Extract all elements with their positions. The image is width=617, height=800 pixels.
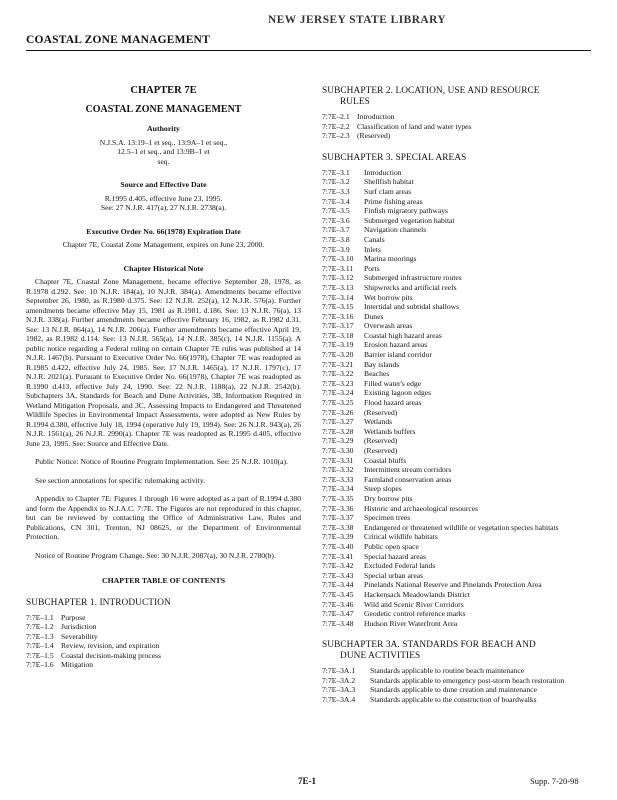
toc-entry-title: Specimen trees xyxy=(364,513,411,523)
toc-entry-title: Erosion hazard areas xyxy=(364,340,428,350)
toc-entry-title: Introduction xyxy=(364,167,402,177)
toc-entry-code: 7:7E–3.23 xyxy=(322,378,354,388)
toc-entry-code: 7:7E–3.19 xyxy=(322,340,354,350)
supplement-date: Supp. 7-20-98 xyxy=(530,776,579,786)
toc-entry xyxy=(322,206,597,216)
toc-entry-title: Wild and Scenic River Corridors xyxy=(364,599,464,609)
toc-entry-title: Existing lagoon edges xyxy=(364,388,432,398)
toc-entry xyxy=(322,436,597,446)
toc-entry-title: Hudson River Waterfront Area xyxy=(364,618,458,628)
toc-entry xyxy=(26,641,301,651)
toc-entry xyxy=(322,619,597,629)
toc-entry-code: 7:7E–3.46 xyxy=(322,599,354,609)
toc-entry-title: Wetlands buffers xyxy=(364,426,416,436)
toc-entry-title: Farmland conservation areas xyxy=(364,474,452,484)
toc-entry-title: Excluded Federal lands xyxy=(364,561,436,571)
toc-entry xyxy=(322,666,597,676)
toc-entry xyxy=(322,580,597,590)
toc-entry-title: Coastal decision-making process xyxy=(61,650,161,660)
toc-entry-code: 7:7E–3.14 xyxy=(322,292,354,302)
toc-entry xyxy=(322,456,597,466)
toc-entry-title: Marina moorings xyxy=(364,254,417,264)
toc-entry-code: 7:7E–3.34 xyxy=(322,484,354,494)
toc-entry-code: 7:7E–1.2 xyxy=(26,622,54,631)
toc-entry-code: 7:7E–3.33 xyxy=(322,474,354,484)
toc-entry-title: (Reserved) xyxy=(364,436,398,446)
toc-entry xyxy=(322,504,597,514)
source-heading: Source and Effective Date xyxy=(120,180,207,189)
toc-entry-code: 7:7E–3.43 xyxy=(322,570,354,580)
toc-entry-title: Special hazard areas xyxy=(364,551,426,561)
toc-entry-title: Navigation channels xyxy=(364,225,427,235)
toc-entry-title: Pinelands National Reserve and Pinelands Protection Area xyxy=(364,580,542,590)
toc-entry-code: 7:7E–3A.4 xyxy=(322,695,356,705)
toc-entry xyxy=(322,676,597,686)
toc-entry-code: 7:7E–3.48 xyxy=(322,618,354,628)
toc-entry xyxy=(322,302,597,312)
toc-entry-title: Finfish migratory pathways xyxy=(364,206,448,216)
chapter-number: CHAPTER 7E xyxy=(130,85,197,96)
toc-entry xyxy=(322,350,597,360)
authority-line: N.J.S.A. 13:19–1 et seq., 13:9A–1 et seq., xyxy=(99,137,228,147)
toc-entry-code: 7:7E–3.38 xyxy=(322,522,354,532)
toc-entry xyxy=(26,613,301,623)
toc-entry xyxy=(322,571,597,581)
toc-entry-code: 7:7E–3.40 xyxy=(322,541,354,551)
toc-entry-code: 7:7E–3A.2 xyxy=(322,675,356,685)
toc-entry xyxy=(322,177,597,187)
toc-entry xyxy=(322,417,597,427)
toc-entry-code: 7:7E–3.20 xyxy=(322,350,354,360)
toc-entry-title: Public open space xyxy=(364,541,419,551)
toc-entry-code: 7:7E–1.4 xyxy=(26,641,54,650)
toc-entry-code: 7:7E–3.11 xyxy=(322,263,354,273)
toc-entry-title: Ports xyxy=(364,263,380,273)
toc-entry-title: Filled water's edge xyxy=(364,378,422,388)
toc-entry xyxy=(322,197,597,207)
historical-note-text: Chapter 7E, Coastal Zone Management, became effective September 28, 1978, as R.1978 d.292. See: 10 N.J.R. 184(a), 10 N.J.R. 384(a). Amendments became effective September 26, 1980, as R.1980 d.375. See: 12 N.J.R. 252(a), 12 N.J.R. 576(a). Further amendments became effective May 15, 1981 as R.1981, d.186. See: 13 N.J.R. 76(a), 13 N.J.R. 338(a). Further amendments became effective February 16, 1982, as R.1982 d.31. See: 13 N.J.R. 864(a), 14 N.J.R. 206(a). Further amendments became effective April 19, 1982, as R.1982 d.114. See: 13 N.J.R. 565(a), 14 N.J.R. 385(c), 14 N.J.R. 1155(a). A public notice regarding a Federal ruling on certain Chapter 7E rules was published at 14 N.J.R. 1467(b). Pursuant to Executive Order No. 66(1978), Chapter 7E was readopted as R.1985 d.422, effective July 24, 1985. See: 17 N.J.R. 1465(a), 17 N.J.R. 1797(c), 17 N.J.R. 2021(a). Pursuant to Executive Order No. 66(1978), Chapter 7E was readopted as R.1990 d.413, effective July 24, 1990. See: 22 N.J.R. 1188(a), 22 N.J.R. 2542(b). Subchapters 3A, Standards for Beach and Dune Activities, 3B, Information Required in Wetland Mitigation Proposals, and 3C, Assessing Impacts to Endangered and Threatened Wildlife Species in Environmental Impact Assessments, were adopted as New Rules by R.1994 d.380, effective July 18, 1994 (operative July 19, 1994). See: 26 N.J.R. 943(a), 26 N.J.R. 1561(a), 26 N.J.R. 2990(a). Chapter 7E was readopted as R.1995 d.405, effective June 23, 1995. See: Source and Effective Date. xyxy=(26,277,301,448)
toc-entry-title: Flood hazard areas xyxy=(364,398,422,408)
toc-entry xyxy=(322,552,597,562)
toc-entry-code: 7:7E–3.2 xyxy=(322,177,350,187)
toc-entry xyxy=(322,561,597,571)
toc-entry-code: 7:7E–3.3 xyxy=(322,186,350,196)
library-stamp: NEW JERSEY STATE LIBRARY xyxy=(268,12,447,26)
toc-entry xyxy=(322,216,597,226)
toc-entry xyxy=(322,235,597,245)
toc-entry-title: Historic and archaeological resources xyxy=(364,503,479,513)
executive-order-text: Chapter 7E, Coastal Zone Management, expires on June 23, 2000. xyxy=(62,240,265,249)
toc-entry-code: 7:7E–3.32 xyxy=(322,465,354,475)
toc-entry xyxy=(322,273,597,283)
toc-entry xyxy=(322,542,597,552)
toc-entry-title: Standards applicable to routine beach maintenance xyxy=(370,666,525,676)
toc-entry-title: Overwash areas xyxy=(364,321,413,331)
toc-entry-code: 7:7E–3.30 xyxy=(322,446,354,455)
toc-entry-code: 7:7E–3A.1 xyxy=(322,666,356,676)
toc-entry-title: Dunes xyxy=(364,311,384,321)
toc-entry-title: Canals xyxy=(364,234,385,244)
toc-entry-title: Purpose xyxy=(61,612,86,622)
toc-entry-code: 7:7E–3.16 xyxy=(322,311,354,321)
toc-entry xyxy=(322,685,597,695)
toc-entry-title: Standards applicable to emergency post-storm beach restoration xyxy=(370,675,565,685)
running-header: COASTAL ZONE MANAGEMENT xyxy=(26,34,210,46)
authority-line: 12.5–1 et seq., and 13:9B–1 et xyxy=(117,147,210,156)
toc-entry xyxy=(322,590,597,600)
toc-entry xyxy=(322,532,597,542)
toc-entry-title: Prime fishing areas xyxy=(364,196,423,206)
toc-entry xyxy=(322,388,597,398)
toc-entry-title: Intermittent stream corridors xyxy=(364,465,452,475)
toc-entry-title: Review, revision, and expiration xyxy=(61,641,160,650)
toc-entry xyxy=(322,245,597,255)
toc-entry-title: Geodetic control reference marks xyxy=(364,609,466,619)
toc-entry-title: Mitigation xyxy=(61,660,94,669)
toc-entry-code: 7:7E–3.17 xyxy=(322,321,354,331)
toc-entry-code: 7:7E–3.8 xyxy=(322,234,350,244)
subchapter-3a-heading-line: SUBCHAPTER 3A. STANDARDS FOR BEACH AND xyxy=(322,640,536,651)
toc-entry-title: Inlets xyxy=(364,244,381,254)
toc-entry-code: 7:7E–3.44 xyxy=(322,580,354,590)
toc-entry xyxy=(322,321,597,331)
toc-entry xyxy=(322,523,597,533)
toc-entry-title: Intertidal and subtidal shallows xyxy=(364,302,460,312)
toc-entry-title: Submerged vegetation habitat xyxy=(364,215,455,225)
toc-entry-code: 7:7E–3.31 xyxy=(322,455,354,465)
toc-entry xyxy=(322,168,597,178)
source-line: R.1995 d.405, effective June 23, 1995. xyxy=(104,193,223,203)
toc-entry xyxy=(322,122,597,132)
toc-entry-code: 7:7E–3.1 xyxy=(322,167,350,177)
toc-entry-title: Introduction xyxy=(357,112,395,121)
toc-entry xyxy=(322,609,597,619)
toc-entry-code: 7:7E–3.26 xyxy=(322,407,354,417)
source-line: See: 27 N.J.R. 417(a), 27 N.J.R. 2738(a). xyxy=(100,203,227,212)
subchapter-2-list xyxy=(322,112,597,141)
toc-entry xyxy=(26,622,301,632)
authority-line: seq. xyxy=(157,156,170,166)
toc-entry-code: 7:7E–3.6 xyxy=(322,215,350,225)
toc-entry-code: 7:7E–3.24 xyxy=(322,388,354,398)
subchapter-3a-heading-line: DUNE ACTIVITIES xyxy=(340,651,421,662)
appendix-note: Appendix to Chapter 7E: Figures 1 through 16 were adopted as a part of R.1994 d.380 and form the Appendix to N.J.A.C. 7:7E. The Figures are not reproduced in this chapter, but can be reviewed by contacting the Office of Administrative Law, Rules and Publications, CN 301, Trenton, NJ 08625, or the Department of Environmental Protection. xyxy=(26,494,301,541)
subchapter-2-heading xyxy=(322,86,597,108)
toc-entry-code: 7:7E–3.22 xyxy=(322,369,354,379)
toc-entry-code: 7:7E–1.5 xyxy=(26,650,54,660)
toc-entry xyxy=(322,513,597,523)
toc-entry xyxy=(322,293,597,303)
toc-entry-code: 7:7E–1.6 xyxy=(26,660,54,669)
toc-entry xyxy=(322,187,597,197)
subchapter-1-list xyxy=(26,613,301,670)
toc-entry-title: Barrier island corridor xyxy=(364,350,432,360)
public-notice: Public Notice: Notice of Routine Program Implementation. See: 25 N.J.R. 1010(a). xyxy=(35,457,288,466)
toc-entry xyxy=(322,600,597,610)
toc-entry xyxy=(322,131,597,141)
toc-entry-title: Dry borrow pits xyxy=(364,493,413,503)
toc-entry-title: Bay islands xyxy=(364,359,400,369)
subchapter-2-heading-line: SUBCHAPTER 2. LOCATION, USE AND RESOURCE xyxy=(322,86,540,96)
page-number: 7E-1 xyxy=(298,776,316,786)
toc-entry-title: Coastal bluffs xyxy=(364,455,407,465)
routine-change-note: Notice of Routine Program Change. See: 30 N.J.R. 2087(a), 30 N.J.R. 2780(b). xyxy=(35,550,276,560)
toc-entry xyxy=(322,264,597,274)
toc-entry-title: Shellfish habitat xyxy=(364,177,414,187)
toc-entry-code: 7:7E–3.27 xyxy=(322,417,354,427)
toc-entry-code: 7:7E–3.12 xyxy=(322,273,354,283)
toc-entry-code: 7:7E–1.3 xyxy=(26,631,54,641)
toc-entry xyxy=(322,225,597,235)
toc-entry xyxy=(322,379,597,389)
toc-entry-code: 7:7E–3.28 xyxy=(322,426,354,436)
toc-entry xyxy=(26,632,301,642)
toc-entry-code: 7:7E–3.35 xyxy=(322,493,354,503)
toc-entry-code: 7:7E–3A.3 xyxy=(322,685,356,695)
subchapter-3-list xyxy=(322,168,597,629)
toc-entry xyxy=(322,331,597,341)
subchapter-2-heading-line: RULES xyxy=(340,97,370,107)
toc-entry-title: Coastal high hazard areas xyxy=(364,330,442,340)
toc-entry xyxy=(322,695,597,705)
toc-entry-title: (Reserved) xyxy=(364,407,398,417)
toc-entry-title: Standards applicable to the construction of boardwalks xyxy=(370,695,537,705)
toc-entry-title: Wetlands xyxy=(364,417,393,427)
toc-entry xyxy=(322,475,597,485)
toc-entry-code: 7:7E–2.1 xyxy=(322,112,350,121)
subchapter-3a-heading xyxy=(322,640,597,662)
toc-entry xyxy=(322,254,597,264)
toc-entry xyxy=(322,360,597,370)
see-section-note: See section annotations for specific rulemaking activity. xyxy=(35,475,206,485)
toc-entry xyxy=(26,660,301,670)
toc-entry-code: 7:7E–3.5 xyxy=(322,206,350,216)
toc-entry-title: Standards applicable to dune creation and maintenance xyxy=(370,685,537,695)
toc-entry-title: (Reserved) xyxy=(357,131,391,141)
toc-entry-code: 7:7E–3.45 xyxy=(322,589,354,599)
toc-entry-title: Beaches xyxy=(364,369,390,379)
authority-heading: Authority xyxy=(147,124,180,133)
toc-entry xyxy=(322,484,597,494)
header-rule xyxy=(26,50,591,51)
toc-entry-code: 7:7E–1.1 xyxy=(26,612,54,622)
toc-entry-title: Critical wildlife habitats xyxy=(364,532,438,542)
toc-entry-code: 7:7E–3.37 xyxy=(322,513,354,523)
toc-entry-code: 7:7E–3.15 xyxy=(322,302,354,312)
subchapter-3-heading: SUBCHAPTER 3. SPECIAL AREAS xyxy=(322,152,467,163)
left-column xyxy=(26,86,301,670)
toc-entry-title: Submerged infrastructure routes xyxy=(364,273,462,283)
toc-entry-title: Severability xyxy=(61,631,98,641)
toc-entry-code: 7:7E–3.10 xyxy=(322,254,354,264)
subchapter-1-heading: SUBCHAPTER 1. INTRODUCTION xyxy=(26,597,171,608)
toc-entry-code: 7:7E–3.42 xyxy=(322,561,354,571)
toc-entry xyxy=(322,494,597,504)
toc-entry-code: 7:7E–3.18 xyxy=(322,330,354,340)
toc-entry-code: 7:7E–3.21 xyxy=(322,359,354,369)
subchapter-3a-list xyxy=(322,666,597,704)
toc-entry xyxy=(322,398,597,408)
toc-entry-code: 7:7E–3.41 xyxy=(322,551,354,561)
toc-entry-title: Classification of land and water types xyxy=(357,121,472,131)
toc-entry xyxy=(322,112,597,122)
toc-entry-code: 7:7E–3.13 xyxy=(322,282,354,292)
toc-entry xyxy=(26,651,301,661)
toc-entry-title: Surf clam areas xyxy=(364,186,412,196)
toc-entry xyxy=(322,446,597,456)
toc-entry-title: (Reserved) xyxy=(364,446,398,455)
toc-entry-code: 7:7E–3.47 xyxy=(322,609,354,619)
toc-entry-title: Endangered or threatened wildlife or vegetation species habitats xyxy=(364,522,559,532)
executive-order-heading: Executive Order No. 66(1978) Expiration Date xyxy=(86,226,241,236)
toc-entry-title: Shipwrecks and artificial reefs xyxy=(364,282,457,292)
right-column xyxy=(322,86,597,705)
toc-entry-code: 7:7E–3.7 xyxy=(322,225,350,235)
toc-entry-title: Jurisdiction xyxy=(61,622,97,631)
toc-entry xyxy=(322,408,597,418)
toc-entry xyxy=(322,312,597,322)
toc-entry-title: Hackensack Meadowlands District xyxy=(364,589,470,599)
toc-entry-code: 7:7E–3.29 xyxy=(322,436,354,446)
toc-entry-code: 7:7E–2.3 xyxy=(322,131,350,141)
chapter-title: COASTAL ZONE MANAGEMENT xyxy=(85,103,242,115)
toc-entry xyxy=(322,427,597,437)
toc-heading: CHAPTER TABLE OF CONTENTS xyxy=(101,576,226,585)
toc-entry xyxy=(322,340,597,350)
toc-entry-title: Wet borrow pits xyxy=(364,292,413,302)
toc-entry-title: Steep slopes xyxy=(364,484,402,494)
toc-entry-title: Special urban areas xyxy=(364,570,424,580)
toc-entry-code: 7:7E–3.25 xyxy=(322,398,354,408)
historical-note-heading: Chapter Historical Note xyxy=(123,263,204,273)
toc-entry-code: 7:7E–3.9 xyxy=(322,244,350,254)
toc-entry-code: 7:7E–3.4 xyxy=(322,196,350,206)
toc-entry-code: 7:7E–3.36 xyxy=(322,503,354,513)
toc-entry-code: 7:7E–3.39 xyxy=(322,532,354,542)
toc-entry xyxy=(322,465,597,475)
toc-entry-code: 7:7E–2.2 xyxy=(322,121,350,131)
toc-entry xyxy=(322,283,597,293)
toc-entry xyxy=(322,369,597,379)
